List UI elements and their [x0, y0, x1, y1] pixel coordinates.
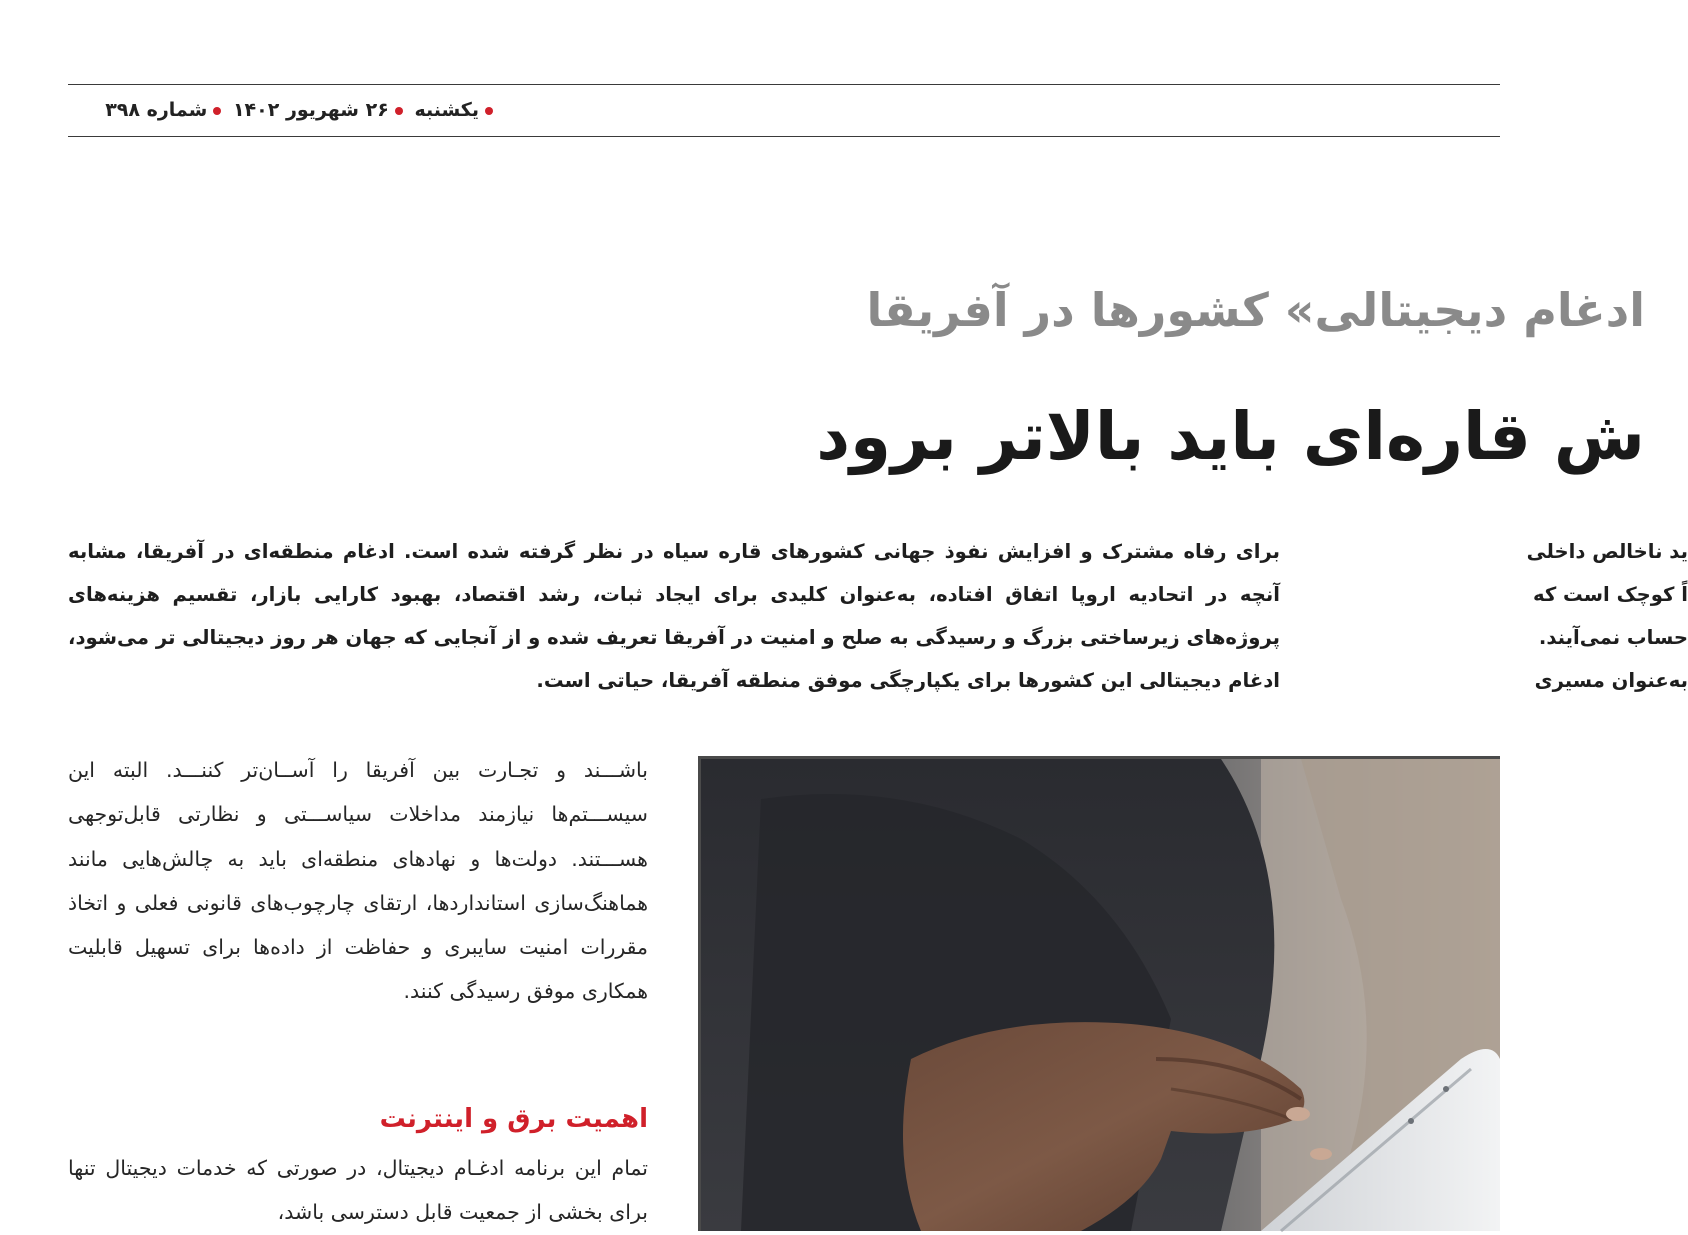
- bullet-dot-icon: [485, 107, 493, 115]
- lead-right-line: اً کوچک است که: [1532, 583, 1688, 606]
- lead-paragraph: برای رفاه مشترک و افزایش نفوذ جهانی کشورهای قاره سیاه در نظر گرفته شده است. ادغام منطقه‌ای در آفریقا، مشابه آنچه در اتحادیه اروپا اتفاق افتاده، به‌عنوان کلیدی برای ایجاد ثبات، رشد اقتصاد، بهبود کارایی بازار، تقسیم هزینه‌های پروژه‌های زیرساختی بزرگ و رسیدگی به صلح و امنیت در آفریقا تعریف شده و از آنجایی که جهان هر روز دیجیتالی تر می‌شود، ادغام دیجیتالی این کشورها برای یکپارچگی موفق منطقه آفریقا، حیاتی است.: [68, 540, 1280, 692]
- section-subhead: اهمیت برق و اینترنت: [379, 1104, 648, 1134]
- folio-line: [68, 92, 498, 128]
- folio-day: یکشنبه: [414, 99, 479, 121]
- lead-right-column: [1328, 530, 1688, 702]
- folio-date: ۲۶ شهریور ۱۴۰۲: [232, 99, 389, 121]
- body-paragraph-1: باشـــند و تجـارت بین آفریقا را آســان‌تر کننـــد. البته این سیســـتم‌ها نیازمند مداخلات سیاســـتی و نظارتی قابل‌توجهی هســـتند. دولت‌ها و نهادهای منطقه‌ای باید به چالش‌هایی مانند هماهنگ‌سازی استانداردها، ارتقای چارچوب‌های قانونی فعلی و اتخاذ مقررات امنیت سایبری و حفاظت از داده‌ها برای تسهیل قابلیت همکاری موفق رسیدگی کنند.: [68, 758, 648, 1004]
- article-photo: [698, 756, 1500, 1231]
- bullet-dot-icon: [213, 107, 221, 115]
- folio-issue: شماره ۳۹۸: [105, 99, 208, 121]
- photo-illustration: [701, 759, 1500, 1231]
- body-paragraph-2: تمام این برنامه ادغـام دیجیتال، در صورتی که خدمات دیجیتال تنها برای بخشی از جمعیت قابل دسترسی باشد،: [68, 1156, 648, 1225]
- folio-top-rule: [68, 84, 1500, 85]
- lead-right-line: حساب نمی‌آیند.: [1538, 626, 1688, 649]
- folio-bottom-rule: [68, 136, 1500, 137]
- lead-right-line: ید ناخالص داخلی: [1526, 540, 1688, 563]
- lead-right-line: به‌عنوان مسیری: [1534, 669, 1688, 692]
- bullet-dot-icon: [395, 107, 403, 115]
- article-kicker: ادغام دیجیتالی» کشورها در آفریقا: [866, 283, 1645, 337]
- article-headline: ش قاره‌ای باید بالاتر برود: [816, 398, 1645, 475]
